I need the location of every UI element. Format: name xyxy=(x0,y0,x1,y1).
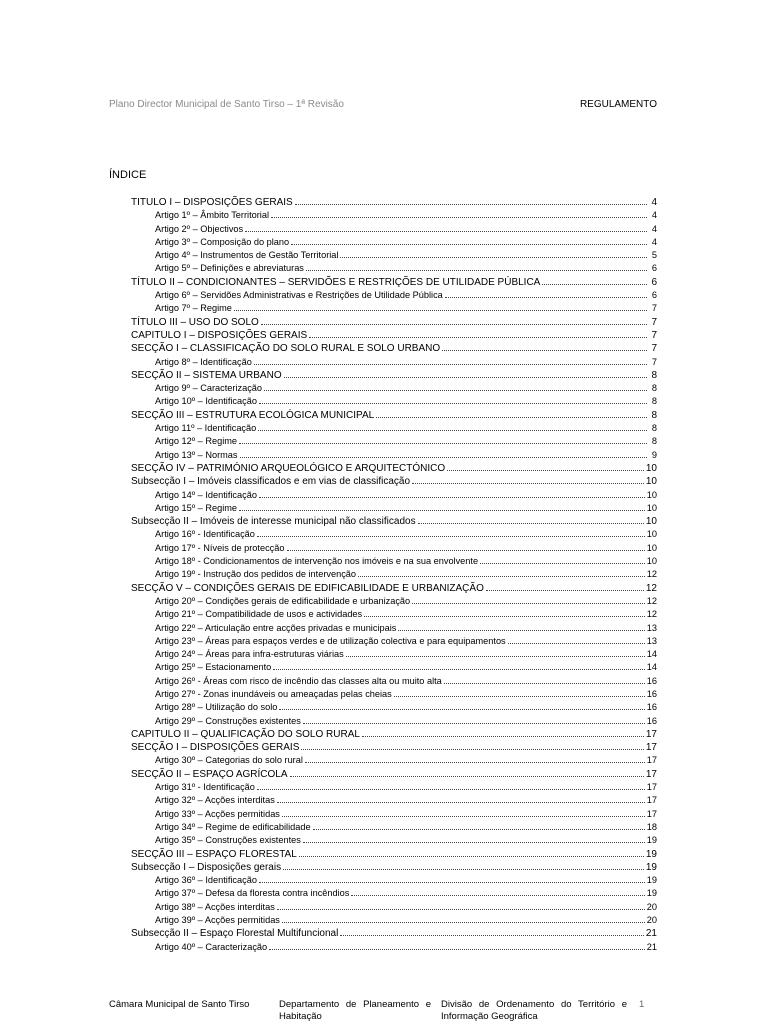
toc-entry-title: Artigo 27º - Zonas inundáveis ou ameaçadas pelas cheias xyxy=(155,688,392,699)
toc-entry xyxy=(131,621,657,634)
toc-entry-title: Artigo 40º – Caracterização xyxy=(155,941,268,952)
toc-entry-page: 8 xyxy=(651,423,657,434)
toc-entry-page: 17 xyxy=(646,795,657,806)
toc-entry xyxy=(131,554,657,567)
toc-entry-page: 16 xyxy=(646,702,657,713)
document-section-label: REGULAMENTO xyxy=(579,99,657,110)
toc-leader-dots xyxy=(398,621,644,631)
toc-entry xyxy=(131,275,657,288)
toc-entry-title: Subsecção II – Espaço Florestal Multifuncional xyxy=(131,928,339,940)
toc-leader-dots xyxy=(258,421,647,431)
toc-entry xyxy=(131,860,657,873)
toc-leader-dots xyxy=(444,674,645,684)
toc-entry-page: 12 xyxy=(646,569,657,580)
toc-entry-page: 8 xyxy=(651,409,657,421)
toc-entry-page: 19 xyxy=(645,861,657,873)
toc-entry-title: Artigo 34º – Regime de edificabilidade xyxy=(155,821,311,832)
toc-entry-title: SECÇÃO I – CLASSIFICAÇÃO DO SOLO RURAL E SOLO URBANO xyxy=(131,343,441,355)
toc-entry-page: 8 xyxy=(651,383,657,394)
toc-leader-dots xyxy=(291,235,647,245)
toc-leader-dots xyxy=(447,461,644,471)
toc-leader-dots xyxy=(240,448,647,458)
toc-entry-page: 17 xyxy=(646,808,657,819)
toc-entry xyxy=(131,541,657,554)
toc-entry xyxy=(131,448,657,461)
toc-entry-page: 8 xyxy=(651,396,657,407)
toc-entry-title: CAPITULO II – QUALIFICAÇÃO DO SOLO RURAL xyxy=(131,728,360,740)
toc-leader-dots xyxy=(362,727,644,737)
toc-leader-dots xyxy=(358,567,645,577)
toc-entry-title: SECÇÃO III – ESPAÇO FLORESTAL xyxy=(131,848,297,860)
document-title: Plano Director Municipal de Santo Tirso – 1ª Revisão xyxy=(109,99,344,110)
toc-leader-dots xyxy=(412,474,644,484)
toc-leader-dots xyxy=(313,820,645,830)
footer-division: Divisão de Ordenamento do Território e Informação Geográfica xyxy=(441,999,627,1022)
toc-entry-page: 17 xyxy=(646,782,657,793)
toc-entry-title: Artigo 16º - Identificação xyxy=(155,529,255,540)
toc-entry-title: TÍTULO II – CONDICIONANTES – SERVIDÕES E RESTRIÇÕES DE UTILIDADE PÚBLICA xyxy=(131,276,541,288)
toc-leader-dots xyxy=(303,833,645,843)
toc-entry xyxy=(131,368,657,381)
toc-entry-title: Artigo 3º – Composição do plano xyxy=(155,236,290,247)
toc-entry-page: 17 xyxy=(645,728,657,740)
toc-entry-title: Artigo 12º – Regime xyxy=(155,436,238,447)
toc-leader-dots xyxy=(442,341,647,351)
toc-leader-dots xyxy=(295,195,647,205)
toc-entry-page: 7 xyxy=(651,316,657,328)
toc-entry-page: 16 xyxy=(646,715,657,726)
toc-entry-page: 8 xyxy=(651,436,657,447)
toc-entry xyxy=(131,607,657,620)
toc-entry xyxy=(131,208,657,221)
toc-entry xyxy=(131,674,657,687)
toc-entry-page: 12 xyxy=(646,595,657,606)
toc-entry-title: Artigo 24º – Áreas para infra-estruturas viárias xyxy=(155,649,344,660)
toc-entry-page: 5 xyxy=(651,250,657,261)
toc-entry-page: 7 xyxy=(651,356,657,367)
toc-entry xyxy=(131,461,657,474)
toc-entry xyxy=(131,594,657,607)
toc-leader-dots xyxy=(303,714,645,724)
toc-entry-page: 10 xyxy=(645,476,657,488)
toc-leader-dots xyxy=(277,900,645,910)
toc-leader-dots xyxy=(287,541,645,551)
toc-entry-title: Artigo 29º – Construções existentes xyxy=(155,715,301,726)
toc-leader-dots xyxy=(394,687,645,697)
toc-leader-dots xyxy=(351,886,644,896)
toc-entry xyxy=(131,873,657,886)
toc-entry-page: 17 xyxy=(645,742,657,754)
index-heading: ÍNDICE xyxy=(109,169,147,181)
toc-leader-dots xyxy=(376,408,647,418)
toc-entry-page: 19 xyxy=(645,848,657,860)
toc-entry xyxy=(131,195,657,208)
toc-entry xyxy=(131,222,657,235)
toc-leader-dots xyxy=(282,913,645,923)
toc-entry-title: Artigo 32º – Acções interditas xyxy=(155,795,275,806)
toc-entry-title: Artigo 33º – Acções permitidas xyxy=(155,808,280,819)
toc-leader-dots xyxy=(234,301,647,311)
toc-entry xyxy=(131,567,657,580)
toc-entry-page: 19 xyxy=(646,835,657,846)
toc-entry-title: SECÇÃO I – DISPOSIÇÕES GERAIS xyxy=(131,742,300,754)
toc-entry xyxy=(131,700,657,713)
toc-entry xyxy=(131,886,657,899)
toc-entry xyxy=(131,434,657,447)
toc-entry-page: 16 xyxy=(646,688,657,699)
toc-entry-title: TÍTULO III – USO DO SOLO xyxy=(131,316,259,328)
toc-entry-title: Artigo 18º - Condicionamentos de intervenção nos imóveis e na sua envolvente xyxy=(155,556,479,567)
toc-entry-page: 20 xyxy=(646,915,657,926)
toc-leader-dots xyxy=(259,873,645,883)
toc-leader-dots xyxy=(245,222,647,232)
toc-entry xyxy=(131,793,657,806)
toc-entry xyxy=(131,394,657,407)
toc-entry xyxy=(131,355,657,368)
toc-leader-dots xyxy=(290,767,644,777)
toc-entry-page: 6 xyxy=(651,263,657,274)
footer-department: Departamento de Planeamento e Habitação xyxy=(279,999,431,1022)
toc-entry-title: Artigo 36º – Identificação xyxy=(155,875,257,886)
toc-entry-title: Artigo 28º – Utilização do solo xyxy=(155,702,278,713)
toc-entry-title: Artigo 22º – Articulação entre acções privadas e municipais xyxy=(155,622,397,633)
toc-entry-page: 6 xyxy=(651,290,657,301)
toc-leader-dots xyxy=(299,847,644,857)
toc-entry-page: 13 xyxy=(646,635,657,646)
toc-entry-title: CAPITULO I – DISPOSIÇÕES GERAIS xyxy=(131,329,308,341)
toc-leader-dots xyxy=(282,807,645,817)
toc-leader-dots xyxy=(364,607,645,617)
toc-entry-page: 10 xyxy=(646,489,657,500)
toc-entry xyxy=(131,780,657,793)
toc-entry xyxy=(131,581,657,594)
toc-leader-dots xyxy=(273,660,645,670)
toc-leader-dots xyxy=(542,275,647,285)
toc-leader-dots xyxy=(257,780,645,790)
toc-leader-dots xyxy=(445,288,647,298)
toc-leader-dots xyxy=(264,381,647,391)
toc-entry-page: 21 xyxy=(646,941,657,952)
toc-entry-title: TITULO I – DISPOSIÇÕES GERAIS xyxy=(131,197,293,208)
toc-leader-dots xyxy=(309,328,647,338)
toc-entry-title: Artigo 30º – Categorias do solo rural xyxy=(155,755,303,766)
toc-entry xyxy=(131,301,657,314)
toc-entry-page: 7 xyxy=(651,303,657,314)
toc-leader-dots xyxy=(306,261,647,271)
toc-entry xyxy=(131,727,657,740)
toc-entry xyxy=(131,474,657,487)
toc-entry-page: 18 xyxy=(646,821,657,832)
toc-entry xyxy=(131,488,657,501)
toc-entry-title: Artigo 7º – Regime xyxy=(155,303,232,314)
toc-leader-dots xyxy=(254,355,647,365)
toc-entry-title: Artigo 6º – Servidões Administrativas e Restrições de Utilidade Pública xyxy=(155,290,443,301)
toc-entry-page: 17 xyxy=(646,755,657,766)
toc-entry-title: Subsecção II – Imóveis de interesse municipal não classificados xyxy=(131,516,416,528)
toc-entry-title: Artigo 11º – Identificação xyxy=(155,423,257,434)
toc-entry-page: 17 xyxy=(645,768,657,780)
toc-entry-page: 19 xyxy=(646,888,657,899)
toc-entry xyxy=(131,740,657,753)
toc-entry-title: Artigo 31º - Identificação xyxy=(155,782,255,793)
toc-entry-page: 10 xyxy=(646,556,657,567)
toc-leader-dots xyxy=(279,700,644,710)
toc-entry xyxy=(131,328,657,341)
toc-entry xyxy=(131,408,657,421)
toc-entry-title: Artigo 25º – Estacionamento xyxy=(155,662,272,673)
toc-entry xyxy=(131,288,657,301)
toc-leader-dots xyxy=(259,394,647,404)
toc-entry-title: Artigo 37º – Defesa da floresta contra incêndios xyxy=(155,888,350,899)
toc-entry-page: 16 xyxy=(646,675,657,686)
toc-entry-page: 4 xyxy=(651,223,657,234)
toc-entry xyxy=(131,235,657,248)
toc-entry-title: Artigo 8º – Identificação xyxy=(155,356,252,367)
toc-entry xyxy=(131,940,657,953)
toc-entry-page: 10 xyxy=(646,542,657,553)
toc-entry-title: Artigo 2º – Objectivos xyxy=(155,223,244,234)
toc-leader-dots xyxy=(418,514,644,524)
toc-leader-dots xyxy=(305,753,645,763)
toc-entry xyxy=(131,514,657,527)
toc-leader-dots xyxy=(301,740,643,750)
toc-entry-page: 20 xyxy=(646,901,657,912)
table-of-contents xyxy=(131,195,657,953)
toc-entry-page: 10 xyxy=(645,462,657,474)
toc-entry xyxy=(131,900,657,913)
toc-entry-page: 12 xyxy=(645,582,657,594)
toc-entry-title: Artigo 19º - Instrução dos pedidos de intervenção xyxy=(155,569,357,580)
toc-entry xyxy=(131,833,657,846)
toc-entry-title: SECÇÃO III – ESTRUTURA ECOLÓGICA MUNICIPAL xyxy=(131,409,375,421)
toc-leader-dots xyxy=(269,940,645,950)
toc-entry-title: Artigo 26º - Áreas com risco de incêndio das classes alta ou muito alta xyxy=(155,675,442,686)
toc-entry-page: 4 xyxy=(651,197,657,208)
toc-entry-title: Artigo 4º – Instrumentos de Gestão Territorial xyxy=(155,250,339,261)
toc-leader-dots xyxy=(239,434,647,444)
toc-leader-dots xyxy=(257,527,645,537)
toc-entry-page: 10 xyxy=(646,529,657,540)
toc-entry-title: SECÇÃO IV – PATRIMÓNIO ARQUEOLÓGICO E ARQUITECTÓNICO xyxy=(131,462,446,474)
toc-entry-title: Artigo 17º - Níveis de protecção xyxy=(155,542,285,553)
toc-entry xyxy=(131,315,657,328)
toc-entry-title: SECÇÃO II – SISTEMA URBANO xyxy=(131,369,282,381)
toc-leader-dots xyxy=(259,488,645,498)
toc-leader-dots xyxy=(340,248,647,258)
toc-entry xyxy=(131,714,657,727)
toc-entry-page: 19 xyxy=(646,875,657,886)
toc-entry xyxy=(131,248,657,261)
toc-entry xyxy=(131,767,657,780)
toc-entry-page: 13 xyxy=(646,622,657,633)
toc-leader-dots xyxy=(486,581,644,591)
toc-leader-dots xyxy=(346,647,645,657)
toc-entry-page: 6 xyxy=(651,276,657,288)
toc-entry-title: Artigo 9º – Caracterização xyxy=(155,383,263,394)
toc-leader-dots xyxy=(480,554,645,564)
toc-entry xyxy=(131,660,657,673)
toc-entry xyxy=(131,926,657,939)
toc-entry-page: 10 xyxy=(646,502,657,513)
toc-leader-dots xyxy=(283,860,644,870)
toc-entry-title: Artigo 23º – Áreas para espaços verdes e de utilização colectiva e para equipamentos xyxy=(155,635,506,646)
footer-page-number: 1 xyxy=(639,999,645,1010)
page-header xyxy=(109,98,657,112)
toc-entry-title: SECÇÃO II – ESPAÇO AGRÍCOLA xyxy=(131,768,288,780)
toc-entry-title: Artigo 14º – Identificação xyxy=(155,489,257,500)
toc-entry-title: Subsecção I – Imóveis classificados e em vias de classificação xyxy=(131,476,411,488)
toc-entry-title: Artigo 13º – Normas xyxy=(155,449,238,460)
toc-entry xyxy=(131,753,657,766)
toc-entry-title: Artigo 5º – Definições e abreviaturas xyxy=(155,263,304,274)
toc-leader-dots xyxy=(261,315,647,325)
toc-entry-page: 4 xyxy=(651,236,657,247)
toc-entry-page: 21 xyxy=(645,928,657,940)
toc-entry xyxy=(131,501,657,514)
toc-entry xyxy=(131,820,657,833)
toc-entry xyxy=(131,647,657,660)
toc-entry-title: Artigo 21º – Compatibilidade de usos e actividades xyxy=(155,609,363,620)
toc-entry xyxy=(131,687,657,700)
toc-entry-page: 7 xyxy=(651,329,657,341)
toc-entry xyxy=(131,527,657,540)
toc-leader-dots xyxy=(239,501,645,511)
toc-entry-title: Artigo 35º – Construções existentes xyxy=(155,835,301,846)
toc-entry-title: Artigo 39º – Acções permitidas xyxy=(155,915,280,926)
toc-entry-page: 14 xyxy=(646,662,657,673)
toc-entry xyxy=(131,381,657,394)
toc-leader-dots xyxy=(340,926,644,936)
toc-entry-page: 7 xyxy=(651,343,657,355)
toc-leader-dots xyxy=(412,594,645,604)
footer-municipality: Câmara Municipal de Santo Tirso xyxy=(109,999,250,1010)
toc-entry-title: SECÇÃO V – CONDIÇÕES GERAIS DE EDIFICABILIDADE E URBANIZAÇÃO xyxy=(131,582,484,594)
toc-entry xyxy=(131,341,657,354)
toc-entry xyxy=(131,847,657,860)
toc-leader-dots xyxy=(277,793,645,803)
toc-entry-title: Artigo 15º – Regime xyxy=(155,502,238,513)
toc-entry-title: Artigo 10º – Identificação xyxy=(155,396,257,407)
toc-entry xyxy=(131,261,657,274)
toc-entry-page: 9 xyxy=(651,449,657,460)
toc-entry-page: 14 xyxy=(646,649,657,660)
toc-entry xyxy=(131,807,657,820)
page-footer xyxy=(109,999,649,1025)
toc-entry-page: 4 xyxy=(651,210,657,221)
toc-entry-page: 10 xyxy=(645,516,657,528)
toc-entry-title: Artigo 20º – Condições gerais de edificabilidade e urbanização xyxy=(155,595,411,606)
toc-entry-title: Artigo 1º – Âmbito Territorial xyxy=(155,210,269,221)
toc-entry-title: Artigo 38º – Acções interditas xyxy=(155,901,275,912)
toc-leader-dots xyxy=(284,368,647,378)
toc-entry-page: 8 xyxy=(651,369,657,381)
toc-entry xyxy=(131,634,657,647)
toc-leader-dots xyxy=(508,634,645,644)
toc-entry-title: Subsecção I – Disposições gerais xyxy=(131,861,282,873)
toc-entry xyxy=(131,421,657,434)
toc-entry-page: 12 xyxy=(646,609,657,620)
toc-leader-dots xyxy=(271,208,647,218)
toc-entry xyxy=(131,913,657,926)
